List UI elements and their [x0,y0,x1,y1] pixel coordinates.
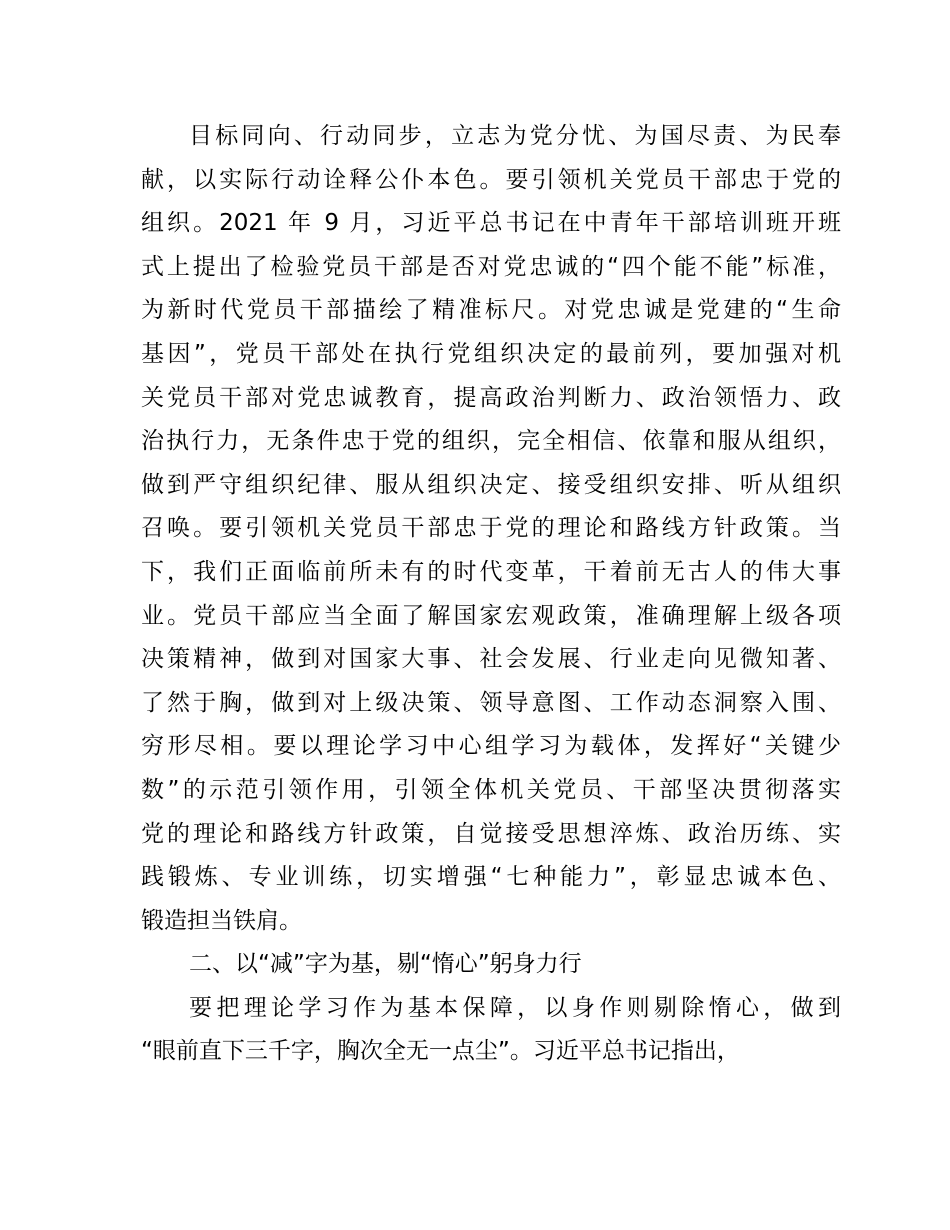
text-line: 组织。2021 年 9 月，习近平总书记在中青年干部培训班开班 [141,210,841,237]
text-line: 献，以实际行动诠释公仆本色。要引领机关党员干部忠于党的 [141,166,841,193]
text-line: 践锻炼、专业训练，切实增强“七种能力”，彰显忠诚本色、 [141,864,841,891]
text-line: 治执行力，无条件忠于党的组织，完全相信、依靠和服从组织， [141,428,841,455]
text-line: 数”的示范引领作用，引领全体机关党员、干部坚决贯彻落实 [141,776,841,803]
text-line: 关党员干部对党忠诚教育，提高政治判断力、政治领悟力、政 [141,384,841,411]
text-line: 了然于胸，做到对上级决策、领导意图、工作动态洞察入围、 [141,689,841,716]
text-line: 锻造担当铁肩。 [141,907,302,934]
section-heading: 二、以“减”字为基，剔“惰心”躬身力行 [189,951,582,978]
text-line: 做到严守组织纪律、服从组织决定、接受组织安排、听从组织 [141,471,841,498]
text-line: 目标同向、行动同步，立志为党分忧、为国尽责、为民奉 [189,123,841,149]
text-line: 召唤。要引领机关党员干部忠于党的理论和路线方针政策。当 [141,515,841,542]
text-line: “眼前直下三千字，胸次全无一点尘”。习近平总书记指出， [141,1038,740,1065]
text-line: 穷形尽相。要以理论学习中心组学习为载体，发挥好“关键少 [141,733,841,760]
text-line: 下，我们正面临前所未有的时代变革，干着前无古人的伟大事 [141,558,841,585]
text-line: 为新时代党员干部描绘了精准标尺。对党忠诚是党建的“生命 [141,297,841,324]
text-line: 式上提出了检验党员干部是否对党忠诚的“四个能不能”标准， [141,253,841,280]
document-body [141,115,841,1074]
text-line: 决策精神，做到对国家大事、社会发展、行业走向见微知著、 [141,646,841,673]
text-line: 党的理论和路线方针政策，自觉接受思想淬炼、政治历练、实 [141,820,841,847]
text-line: 业。党员干部应当全面了解国家宏观政策，准确理解上级各项 [141,602,841,629]
text-line: 基因”，党员干部处在执行党组织决定的最前列，要加强对机 [141,340,841,367]
text-line: 要把理论学习作为基本保障，以身作则剔除惰心，做到 [189,994,841,1021]
